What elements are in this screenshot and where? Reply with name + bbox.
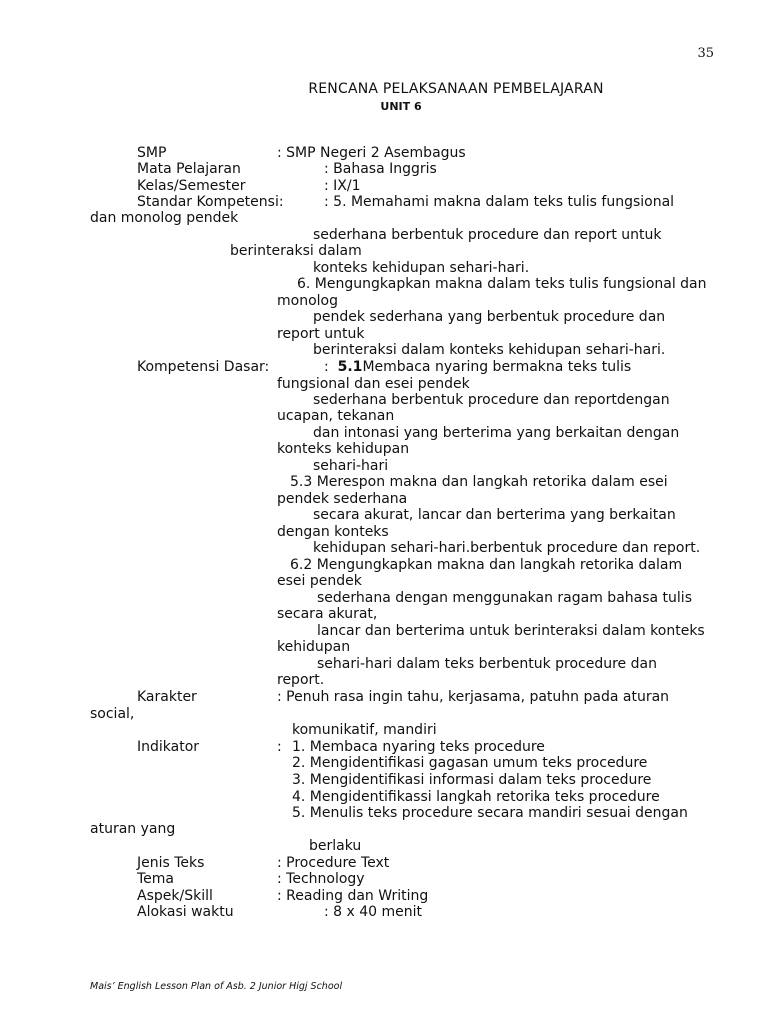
- kompetensi-dasar-line: sederhana berbentuk procedure dan reportdengan: [313, 392, 670, 408]
- standar-kompetensi-label: Standar Kompetensi:: [137, 194, 284, 210]
- kompetensi-dasar-line: sederhana dengan menggunakan ragam bahasa tulis: [317, 590, 692, 606]
- kompetensi-dasar-line: sehari-hari dalam teks berbentuk procedure dan: [317, 656, 657, 672]
- indikator-item: 3. Mengidentifikasi informasi dalam teks procedure: [292, 772, 652, 788]
- standar-kompetensi-line: konteks kehidupan sehari-hari.: [313, 260, 530, 276]
- mata-pelajaran-value: : Bahasa Inggris: [324, 161, 437, 177]
- karakter-label: Karakter: [137, 689, 197, 705]
- page-title: RENCANA PELAKSANAAN PEMBELAJARAN: [308, 81, 604, 97]
- standar-kompetensi-line: monolog: [277, 293, 338, 309]
- indikator-label: Indikator: [137, 739, 200, 755]
- kompetensi-dasar-line: [324, 359, 631, 375]
- page-subtitle: UNIT 6: [380, 100, 422, 113]
- kompetensi-dasar-line: ucapan, tekanan: [277, 408, 395, 424]
- standar-kompetensi-line: 6. Mengungkapkan makna dalam teks tulis fungsional dan: [297, 276, 707, 292]
- kompetensi-dasar-line: konteks kehidupan: [277, 441, 410, 457]
- kompetensi-dasar-line: kehidupan: [277, 639, 351, 655]
- kompetensi-dasar-line: 6.2 Mengungkapkan makna dan langkah retorika dalam: [290, 557, 683, 573]
- standar-kompetensi-line: berinteraksi dalam: [230, 243, 362, 259]
- kompetensi-dasar-line: esei pendek: [277, 573, 362, 589]
- standar-kompetensi-line: berinteraksi dalam konteks kehidupan sehari-hari.: [313, 342, 666, 358]
- kompetensi-dasar-line: sehari-hari: [313, 458, 389, 474]
- kelas-semester-label: Kelas/Semester: [137, 178, 246, 194]
- alokasi-waktu-value: : 8 x 40 menit: [324, 904, 423, 920]
- smp-label: SMP: [137, 145, 167, 161]
- indikator-item: aturan yang: [90, 821, 176, 837]
- tema-label: Tema: [137, 871, 175, 887]
- indikator-item: berlaku: [309, 838, 362, 854]
- standar-kompetensi-line: dan monolog pendek: [90, 210, 239, 226]
- mata-pelajaran-label: Mata Pelajaran: [137, 161, 241, 177]
- kompetensi-dasar-line: secara akurat,: [277, 606, 378, 622]
- indikator-item: 5. Menulis teks procedure secara mandiri sesuai dengan: [292, 805, 688, 821]
- alokasi-waktu-label: Alokasi waktu: [137, 904, 234, 920]
- standar-kompetensi-line: : 5. Memahami makna dalam teks tulis fungsional: [324, 194, 675, 210]
- kompetensi-dasar-line: 5.3 Merespon makna dan langkah retorika dalam esei: [290, 474, 668, 490]
- page-footer: Mais’ English Lesson Plan of Asb. 2 Junior Higj School: [90, 981, 343, 992]
- kompetensi-dasar-line: lancar dan berterima untuk berinteraksi dalam konteks: [317, 623, 705, 639]
- smp-value: : SMP Negeri 2 Asembagus: [277, 145, 466, 161]
- kompetensi-dasar-line: dengan konteks: [277, 524, 389, 540]
- indikator-item: 1. Membaca nyaring teks procedure: [292, 739, 545, 755]
- jenis-teks-value: : Procedure Text: [277, 855, 390, 871]
- kompetensi-dasar-line: dan intonasi yang berterima yang berkaitan dengan: [313, 425, 680, 441]
- indikator-item: 4. Mengidentifikassi langkah retorika teks procedure: [292, 789, 660, 805]
- tema-value: : Technology: [277, 871, 365, 887]
- kompetensi-dasar-line: report.: [277, 672, 325, 688]
- standar-kompetensi-line: report untuk: [277, 326, 365, 342]
- karakter-line: : Penuh rasa ingin tahu, kerjasama, patuhn pada aturan: [277, 689, 670, 705]
- standar-kompetensi-line: sederhana berbentuk procedure dan report untuk: [313, 227, 662, 243]
- kelas-semester-value: : IX/1: [324, 178, 361, 194]
- aspek-skill-value: : Reading dan Writing: [277, 888, 429, 904]
- page-number: 35: [697, 46, 714, 61]
- jenis-teks-label: Jenis Teks: [137, 855, 205, 871]
- karakter-line: social,: [90, 706, 135, 722]
- kd-number: 5.1: [337, 359, 363, 375]
- kompetensi-dasar-line: pendek sederhana: [277, 491, 408, 507]
- kompetensi-dasar-line: kehidupan sehari-hari.berbentuk procedure dan report.: [313, 540, 701, 556]
- kd-first-text: Membaca nyaring bermakna teks tulis: [362, 359, 632, 375]
- standar-kompetensi-line: pendek sederhana yang berbentuk procedure dan: [313, 309, 666, 325]
- kompetensi-dasar-label: Kompetensi Dasar:: [137, 359, 270, 375]
- indikator-colon: :: [277, 739, 282, 755]
- aspek-skill-label: Aspek/Skill: [137, 888, 213, 904]
- kd-colon: :: [324, 359, 329, 375]
- indikator-item: 2. Mengidentifikasi gagasan umum teks procedure: [292, 755, 648, 771]
- karakter-line: komunikatif, mandiri: [292, 722, 437, 738]
- kompetensi-dasar-line: fungsional dan esei pendek: [277, 376, 470, 392]
- kompetensi-dasar-line: secara akurat, lancar dan berterima yang berkaitan: [313, 507, 676, 523]
